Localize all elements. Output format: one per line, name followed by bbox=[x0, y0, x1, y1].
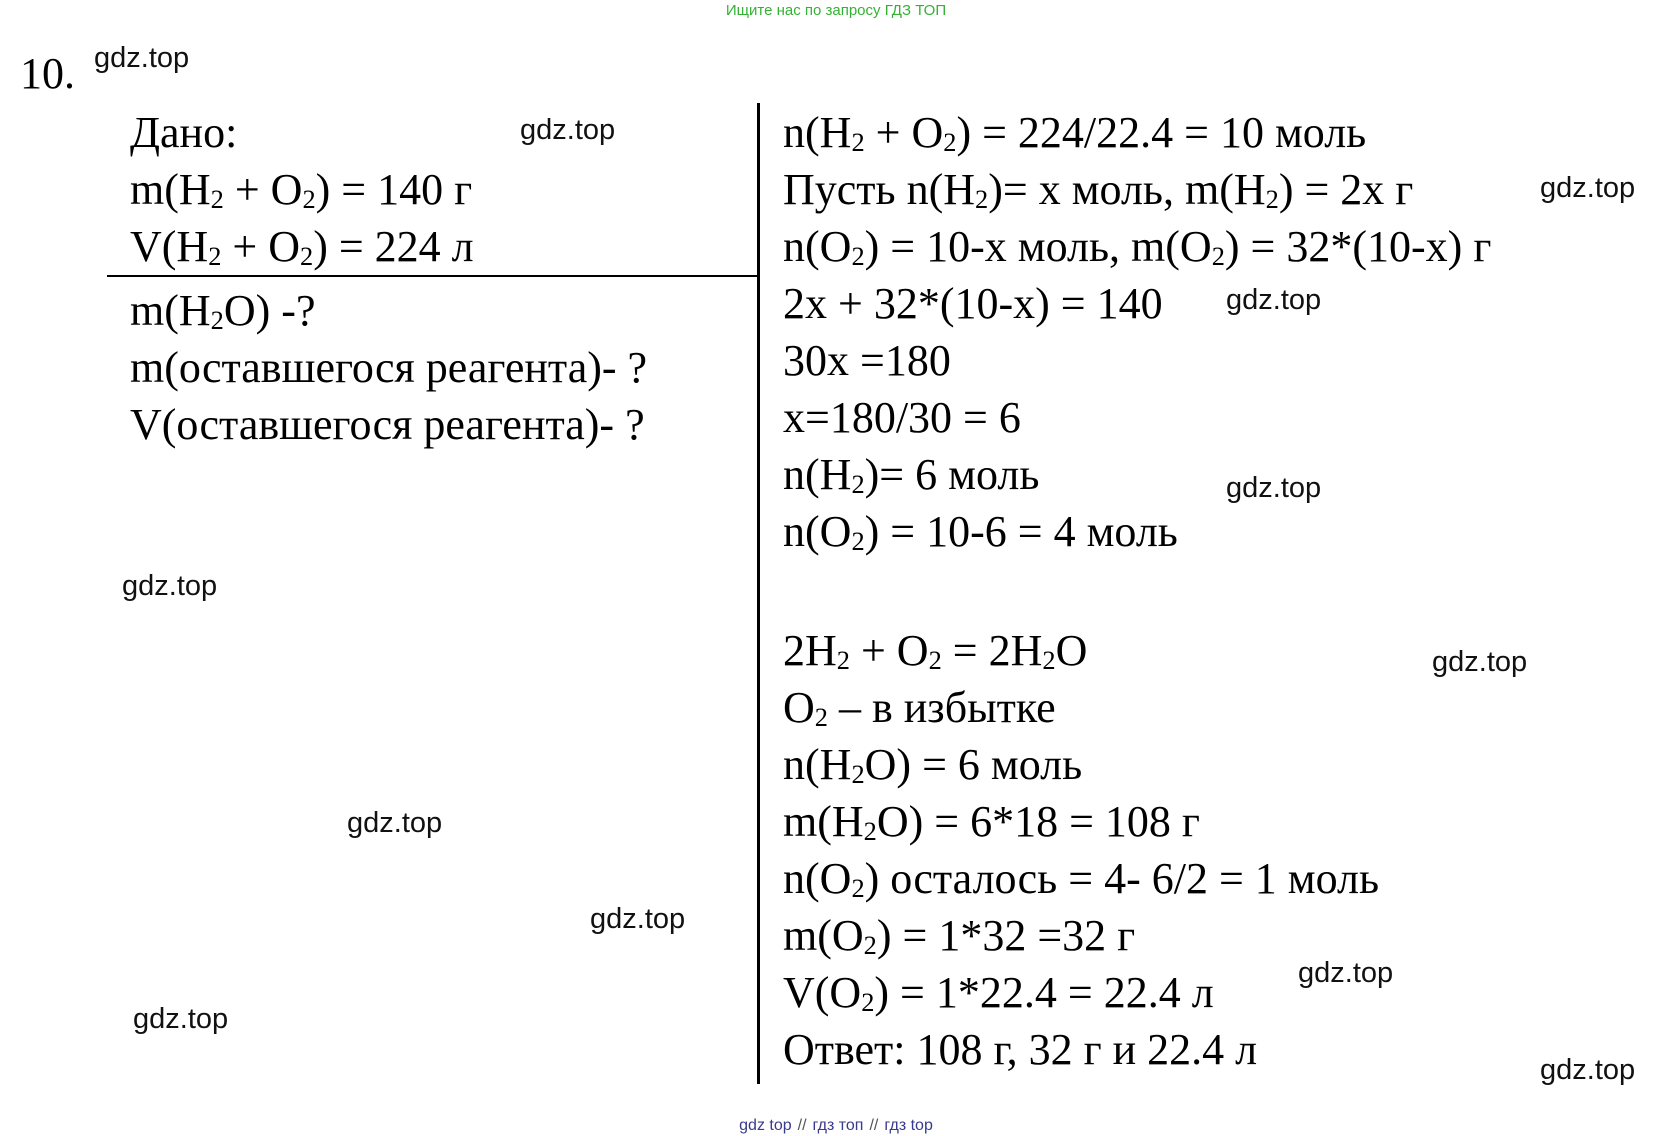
solution-line: x=180/30 = 6 bbox=[783, 393, 1021, 442]
given-mass: $m(H_2 + O_2) = 140$ г bbox=[130, 165, 473, 214]
reaction-equation: $2H_2 + O_2 = 2H_2O$ bbox=[783, 626, 1088, 675]
watermark: gdz.top bbox=[133, 1003, 229, 1035]
watermark: gdz.top bbox=[1298, 957, 1394, 989]
solution-line: $n(O_2)$ осталось = 4- 6/2 = 1 моль bbox=[783, 854, 1380, 903]
footer-link[interactable]: гдз топ bbox=[812, 1117, 864, 1134]
solution-line: 2x + 32*(10-x) = 140 bbox=[783, 279, 1163, 328]
footer-link[interactable]: gdz top bbox=[739, 1117, 792, 1134]
solution-line: $m(H_2O) = 6*18 = 108$ г bbox=[783, 797, 1200, 846]
solution-block-1 bbox=[783, 104, 1491, 560]
top-banner: Ищите нас по запросу ГДЗ ТОП bbox=[725, 2, 947, 19]
answer-line: Ответ: 108 г, 32 г и 22.4 л bbox=[783, 1025, 1258, 1074]
watermark: gdz.top bbox=[94, 42, 190, 74]
solution-line: $n(O_2) = 10-x$ моль, $m(O_2) = 32*(10-x)$ г bbox=[783, 222, 1492, 271]
watermark: gdz.top bbox=[1226, 284, 1322, 316]
solution-block-2 bbox=[783, 622, 1379, 1078]
solution-line: $n(H_2)= 6$ моль bbox=[783, 450, 1040, 499]
solution-line: 30x =180 bbox=[783, 336, 951, 385]
given-volume: $V(H_2 + O_2) = 224$ л bbox=[130, 222, 474, 271]
solution-line: $n(H_2 + O_2) = 224/22.4 = 10$ моль bbox=[783, 108, 1367, 157]
solution-line: $V(O_2) = 1*22.4 = 22.4$ л bbox=[783, 968, 1214, 1017]
solution-line: $n(O_2) = 10-6 = 4$ моль bbox=[783, 507, 1178, 556]
solution-line: $m(O_2) = 1*32 =32$ г bbox=[783, 911, 1136, 960]
given-divider bbox=[107, 275, 759, 277]
watermark: gdz.top bbox=[1540, 172, 1636, 204]
find-remaining-mass: m(оставшегося реагента)- ? bbox=[130, 343, 648, 392]
given-block bbox=[130, 104, 474, 275]
footer-separator: // bbox=[797, 1117, 807, 1134]
footer-links bbox=[0, 1117, 1672, 1135]
watermark: gdz.top bbox=[1432, 646, 1528, 678]
solution-line: $O_2$ – в избытке bbox=[783, 683, 1056, 732]
watermark: gdz.top bbox=[590, 903, 686, 935]
watermark: gdz.top bbox=[1226, 472, 1322, 504]
problem-number: 10. bbox=[20, 49, 75, 98]
vertical-divider bbox=[757, 103, 760, 1084]
solution-line: Пусть $n(H_2)= x$ моль, $m(H_2) = 2x$ г bbox=[783, 165, 1414, 214]
given-heading: Дано: bbox=[130, 108, 238, 157]
watermark: gdz.top bbox=[347, 807, 443, 839]
watermark: gdz.top bbox=[520, 114, 616, 146]
find-water-mass: $m(H_2O)$ -? bbox=[130, 286, 316, 335]
solution-line: $n(H_2O) = 6$ моль bbox=[783, 740, 1083, 789]
find-remaining-volume: V(оставшегося реагента)- ? bbox=[130, 400, 645, 449]
watermark: gdz.top bbox=[122, 570, 218, 602]
watermark: gdz.top bbox=[1540, 1054, 1636, 1086]
footer-link[interactable]: гдз top bbox=[884, 1117, 933, 1134]
find-block bbox=[130, 282, 647, 453]
footer-separator: // bbox=[869, 1117, 879, 1134]
